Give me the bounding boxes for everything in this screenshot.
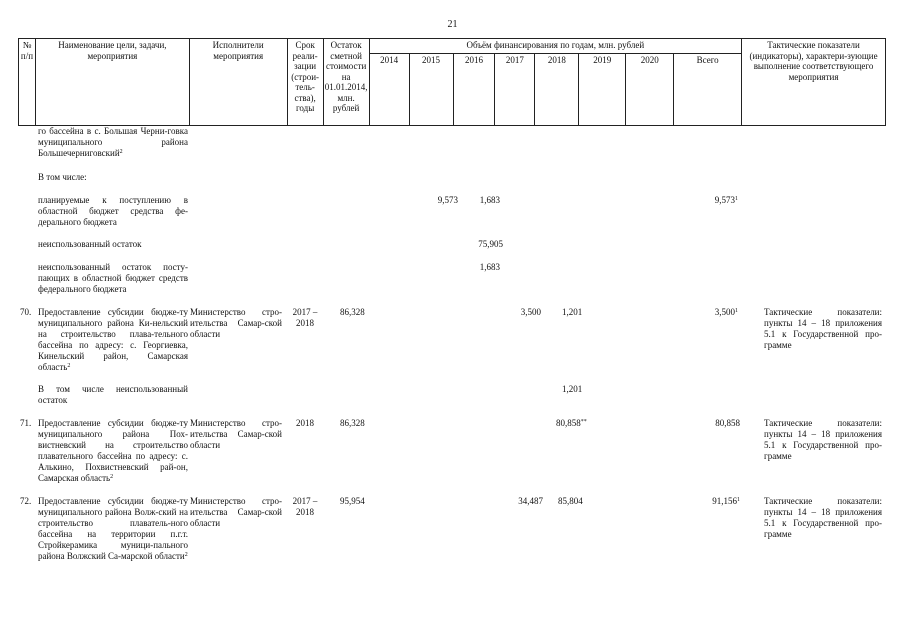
unused-2016: 75,905 — [478, 239, 503, 249]
header-remaining-cost: Остаток сметной стоимости на 01.01.2014, млн. рублей — [323, 39, 369, 126]
row-72-number: 72. — [20, 496, 32, 506]
header-indicators: Тактические показатели (индикаторы), характери-зующие выполнение соответствующего мероприятия — [742, 39, 886, 126]
row-72-2017: 34,487 — [518, 496, 543, 506]
row-70-executor: Министерство стро-ительства Самар-ской области — [190, 307, 282, 339]
planned-2015: 9,573 — [437, 195, 458, 205]
row-70-sub-2018: 1,201 — [562, 384, 583, 394]
header-num: № п/п — [19, 39, 36, 126]
row-71-name: Предоставление субсидии бюдже-ту муниципального района Пох-вистневский на строительство плавательного бассейна по адресу: с. Алькино, Похвистневский рай-он, Самарская область$^2$ — [38, 418, 188, 483]
row-71-total: 80,858 — [715, 418, 740, 428]
planned-federal-label: планируемые к поступлению в областной бюджет средства фе-дерального бюджета — [38, 195, 188, 227]
header-year-2015: 2015 — [409, 54, 453, 126]
header-year-2020: 2020 — [626, 54, 674, 126]
row-72-indicators: Тактические показатели: пункты 14 – 18 приложения 5.1 к Государственной про-грамме — [764, 496, 882, 539]
header-name: Наименование цели, задачи, мероприятия — [35, 39, 189, 126]
row-72-2018: 85,804 — [558, 496, 583, 506]
row-72-term: 2017 – 2018 — [292, 496, 318, 517]
row-70-sub-label: В том числе неиспользованный остаток — [38, 384, 188, 405]
page-number: 21 — [447, 19, 458, 30]
unused-federal-label: неиспользованный остаток посту-пающих в областной бюджет средств федерального бюджета — [38, 262, 188, 294]
header-year-2014: 2014 — [369, 54, 409, 126]
row-70-total: 3,500$^1$ — [714, 307, 738, 317]
header-financing: Объём финансирования по годам, млн. рублей — [369, 39, 741, 54]
header-executors: Исполнители мероприятия — [189, 39, 287, 126]
header-term: Срок реали-зации (строи-тель-ства), годы — [287, 39, 323, 126]
header-year-2018: 2018 — [535, 54, 579, 126]
header-year-2019: 2019 — [579, 54, 626, 126]
row-71-2018: 80,858** — [556, 418, 587, 428]
unused-federal-2016: 1,683 — [479, 262, 500, 272]
row-72-name: Предоставление субсидии бюдже-ту муниципального района Волж-ский на строительство плаватель-ного бассейна на территории п.г.т. Стройкерамика муници-пального района Волжский Са-марской области$^2$ — [38, 496, 188, 561]
header-year-2016: 2016 — [453, 54, 495, 126]
row-70-2017: 3,500 — [520, 307, 541, 317]
including-label: В том числе: — [38, 172, 87, 182]
row-71-term: 2018 — [296, 418, 314, 428]
planned-total: 9,573$^1$ — [714, 195, 738, 205]
row-72-remaining: 95,954 — [340, 496, 365, 506]
row-70-name: Предоставление субсидии бюдже-ту муниципального района Ки-нельский на строительство плава-тельного бассейна по адресу: с. Георгиевка, Кинельский район, Самарская область$^2$ — [38, 307, 188, 372]
row-71-indicators: Тактические показатели: пункты 14 – 18 приложения 5.1 к Государственной про-грамме — [764, 418, 882, 461]
table-header — [18, 38, 886, 126]
row-continuation-name: го бассейна в с. Большая Черни-говка муниципального района Большечерниговский$^2$ — [38, 126, 188, 158]
row-71-executor: Министерство стро-ительства Самар-ской области — [190, 418, 282, 450]
header-year-2017: 2017 — [495, 54, 535, 126]
row-70-number: 70. — [20, 307, 32, 317]
row-71-number: 71. — [20, 418, 32, 428]
row-70-2018: 1,201 — [562, 307, 583, 317]
unused-balance-label: неиспользованный остаток — [38, 239, 142, 249]
row-70-indicators: Тактические показатели: пункты 14 – 18 приложения 5.1 к Государственной про-грамме — [764, 307, 882, 350]
row-72-total: 91,156$^1$ — [712, 496, 740, 506]
row-70-remaining: 86,328 — [340, 307, 365, 317]
header-total: Всего — [674, 54, 742, 126]
row-71-remaining: 86,328 — [340, 418, 365, 428]
row-70-term: 2017 – 2018 — [292, 307, 318, 328]
row-72-executor: Министерство стро-ительства Самар-ской области — [190, 496, 282, 528]
planned-2016: 1,683 — [479, 195, 500, 205]
